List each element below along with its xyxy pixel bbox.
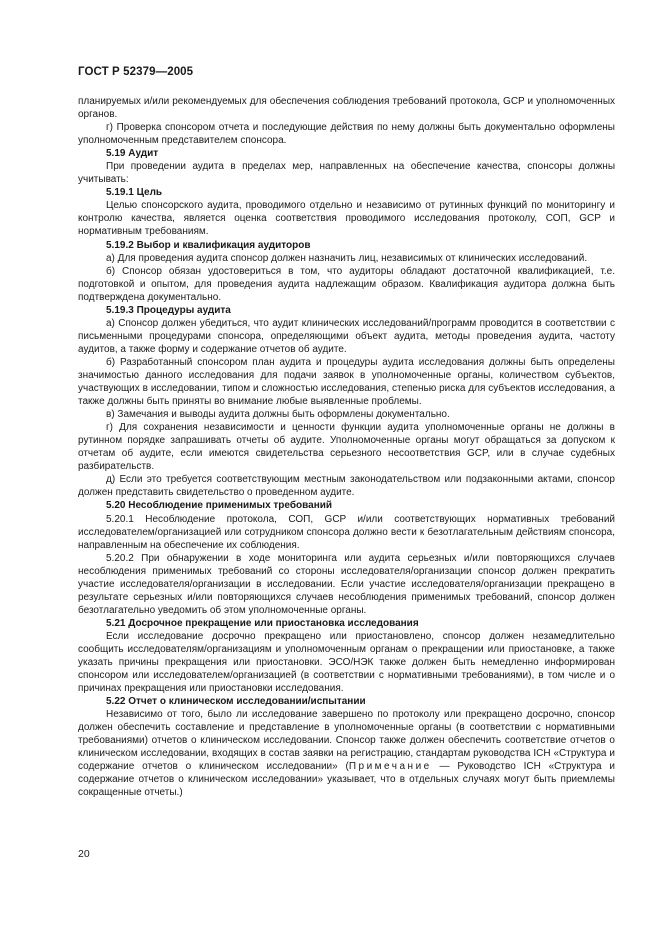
paragraph: д) Если это требуется соответствующим местным законодательством или подзаконными актами, спонсор должен представить свидетельство о проведенном аудите.	[78, 474, 615, 499]
paragraph: а) Для проведения аудита спонсор должен назначить лиц, независимых от клинических исследований.	[106, 252, 588, 264]
section-heading: 5.20 Несоблюдение применимых требований	[106, 500, 333, 512]
note-label: Примечание	[348, 761, 432, 773]
paragraph: 5.20.2 При обнаружении в ходе мониторинга или аудита серьезных и/или повторяющихся случаев несоблюдения применимых требований со стороны исследователя/организации спонсор должен прекратить участие исследователя/организации в исследовании. Если участие исследователя/организации прекращено в результате серьезных и/или повторяющихся случаев несоблюдения применимых требований, спонсор должен безотлагательно уведомить об этом уполномоченные органы.	[78, 552, 615, 616]
section-heading: 5.19.2 Выбор и квалификация аудиторов	[106, 239, 311, 251]
paragraph-clinical-report	[78, 708, 615, 799]
paragraph-text: — Руководство ICH «Структура и содержание отчетов о клиническом исследовании» указывает, что в отдельных случаях могут быть приемлемы сокращенные отчеты.)	[78, 761, 615, 799]
paragraph-text: Независимо от того, было ли исследование завершено по протоколу или прекращено досрочно, спонсор должен обеспечить составление и представление в уполномоченные органы (в соответствии с нормативными требованиями) отчетов о клиническом исследовании. Спонсор также должен обеспечить соответствие отчетов о клиническом исследовании, входящих в состав заявки на регистрацию, стандартам руководства ICH «Структура и содержание отчетов о клиническом исследовании» (	[78, 709, 615, 773]
section-heading: 5.19 Аудит	[106, 148, 159, 160]
paragraph: в) Замечания и выводы аудита должны быть оформлены документально.	[106, 409, 450, 421]
paragraph: б) Спонсор обязан удостовериться в том, что аудиторы обладают достаточной квалификацией, т.е. подготовкой и опытом, для проведения аудита надлежащим образом. Квалификация аудитора должна быть подтверждена документально.	[78, 265, 615, 303]
paragraph: г) Для сохранения независимости и ценности функции аудита уполномоченные органы не должны в рутинном порядке запрашивать отчеты об аудите. Уполномоченные органы могут обращаться за допуском к отчетам об аудите, если имеются свидетельства серьезного несоответствия GCP, или в случае судебных разбирательств.	[78, 422, 615, 473]
page-number: 20	[78, 848, 90, 860]
paragraph: а) Спонсор должен убедиться, что аудит клинических исследований/программ проводится в соответствии с письменными процедурами спонсора, определяющими объект аудита, методы проведения аудита, частоту аудитов, а также форму и содержание отчетов об аудите.	[78, 317, 615, 355]
paragraph: б) Разработанный спонсором план аудита и процедуры аудита исследования должны быть определены значимостью данного исследования для подачи заявок в уполномоченные органы, количеством субъектов, участвующих в исследовании, типом и сложностью исследования, степенью риска для субъектов исследования, а также должны быть приняты во внимание любые выявленные проблемы.	[78, 356, 615, 408]
document-header: ГОСТ Р 52379—2005	[78, 66, 194, 78]
section-heading: 5.19.1 Цель	[106, 187, 163, 199]
paragraph: Целью спонсорского аудита, проводимого отдельно и независимо от рутинных функций по мониторингу и контролю качества, является оценка соответствия проводимого исследования протоколу, СОП, GCP и нормативным требованиям.	[78, 200, 615, 238]
paragraph: 5.20.1 Несоблюдение протокола, СОП, GCP и/или соответствующих нормативных требований исследователем/организацией или сотрудником спонсора должно вести к безотлагательным действиям спонсора, направленным на обеспечение их соблюдения.	[78, 513, 615, 551]
paragraph: г) Проверка спонсором отчета и последующие действия по нему должны быть документально оформлены уполномоченным представителем спонсора.	[78, 122, 615, 147]
section-heading: 5.21 Досрочное прекращение или приостановка исследования	[106, 617, 419, 629]
paragraph: Если исследование досрочно прекращено или приостановлено, спонсор должен незамедлительно сообщить исследователям/организациям и уполномоченным органам о прекращении или приостановке, а также указать причины прекращения или приостановки. ЭСО/НЭК также должен быть немедленно информирован спонсором или исследователем/организацией (в соответствии с нормативными требованиями), в том числе и о причинах прекращения или приостановки исследования.	[78, 630, 615, 695]
document-body	[78, 95, 615, 800]
paragraph: планируемых и/или рекомендуемых для обеспечения соблюдения требований протокола, GCP и уполномоченных органов.	[78, 96, 615, 121]
section-heading: 5.22 Отчет о клиническом исследовании/испытании	[106, 696, 366, 708]
section-heading: 5.19.3 Процедуры аудита	[106, 304, 231, 316]
paragraph: При проведении аудита в пределах мер, направленных на обеспечение качества, спонсоры должны учитывать:	[78, 161, 615, 186]
